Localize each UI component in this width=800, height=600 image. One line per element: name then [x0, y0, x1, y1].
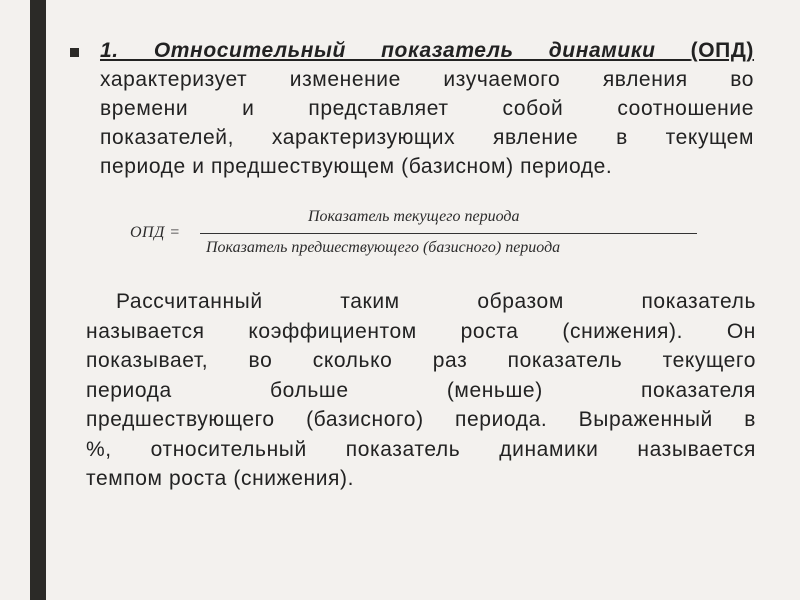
formula-denominator: Показатель предшествующего (базисного) периода: [206, 239, 561, 256]
paragraph-line: Рассчитанный таким образом показатель: [116, 290, 756, 313]
fraction-bar: [200, 233, 697, 234]
bullet-item-opd-definition: [70, 36, 760, 181]
paragraph-line: темпом роста (снижения).: [86, 467, 355, 490]
bullet-line: показателей, характеризующих явление в текущем: [100, 126, 754, 149]
square-bullet-icon: [70, 48, 79, 57]
paragraph-line: называется коэффициентом роста (снижения). Он: [86, 319, 756, 343]
bullet-term-line: [100, 36, 754, 65]
bullet-line: характеризует изменение изучаемого явления во: [100, 68, 754, 91]
formula-lhs: ОПД =: [130, 224, 181, 241]
opd-formula: [130, 208, 700, 264]
paragraph-line: показывает, во сколько раз показатель текущего: [86, 349, 756, 372]
paragraph-line: предшествующего (базисного) периода. Выраженный в: [86, 408, 756, 431]
term-abbreviation: (ОПД): [690, 39, 755, 62]
bullet-line: времени и представляет собой соотношение: [100, 97, 754, 120]
explanation-paragraph: [86, 287, 756, 494]
term-heading-text: 1. Относительный показатель динамики: [100, 39, 656, 62]
term-heading: [100, 39, 754, 62]
formula-numerator: Показатель текущего периода: [308, 208, 520, 225]
bullet-line: периоде и предшествующем (базисном) периоде.: [100, 155, 613, 178]
paragraph-line: %, относительный показатель динамики называется: [86, 437, 756, 461]
paragraph-line: периода больше (меньше) показателя: [86, 378, 756, 402]
bullet-text: [100, 36, 754, 181]
